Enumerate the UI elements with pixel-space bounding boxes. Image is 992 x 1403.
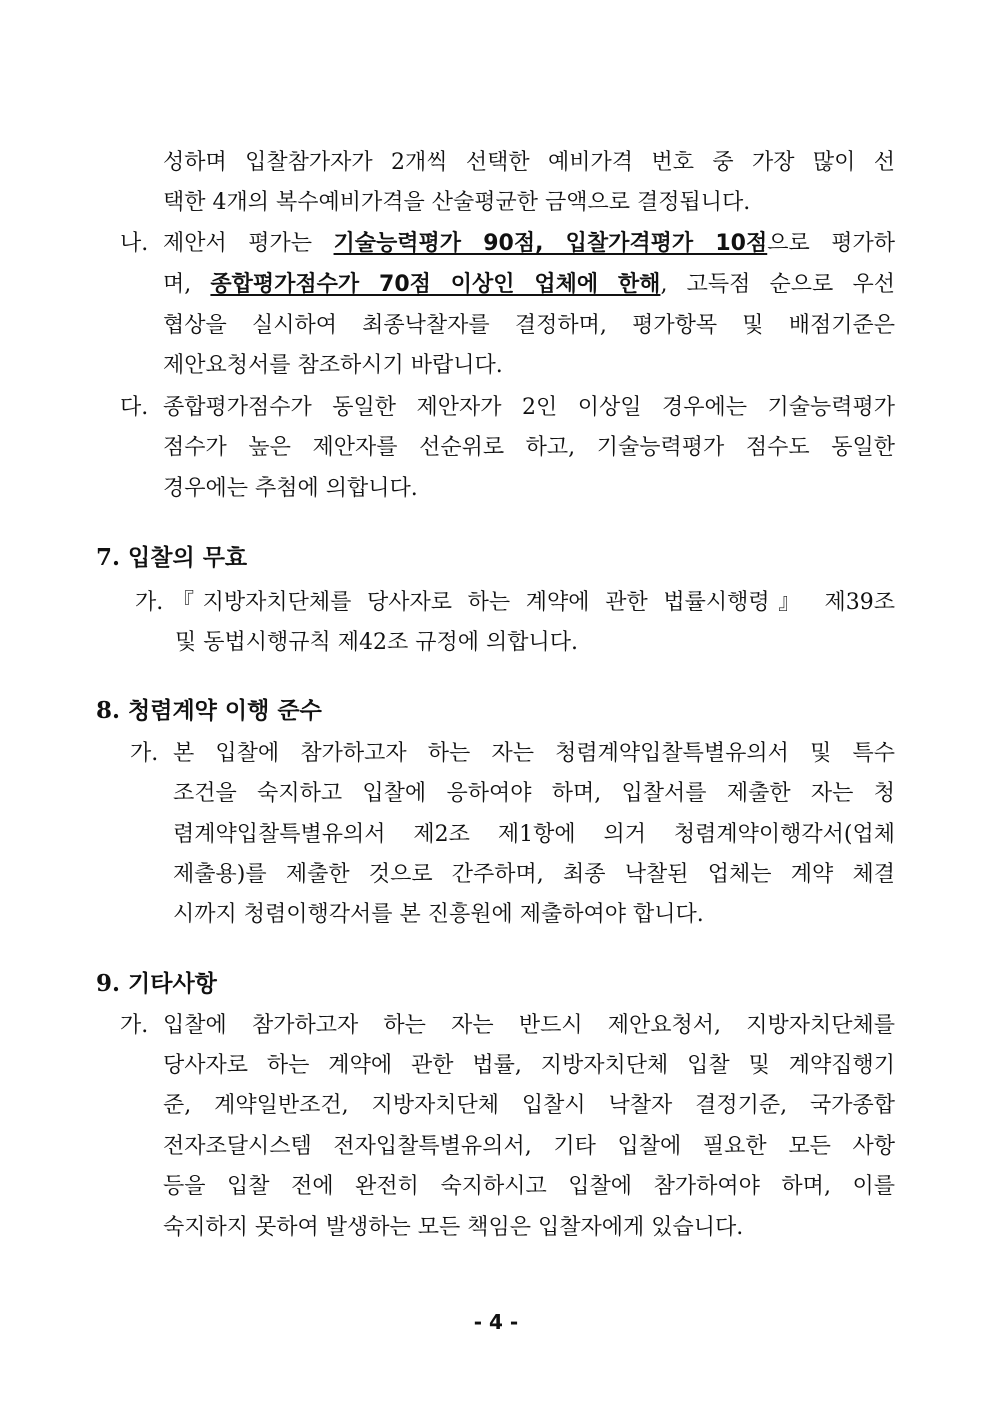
section-9-title: 기타사항 xyxy=(128,971,217,997)
item-na-line-4: 제안요청서를 참조하시기 바랍니다. xyxy=(163,353,503,378)
section-8-title: 청렴계약 이행 준수 xyxy=(128,698,322,724)
section-9-line-2: 당사자로 하는 계약에 관한 법률, 지방자치단체 입찰 및 계약집행기 xyxy=(163,1053,895,1078)
section-8-line-4: 제출용)를 제출한 것으로 간주하며, 최종 낙찰된 업체는 계약 체결 xyxy=(173,862,895,887)
page-number: - 4 - xyxy=(473,1310,519,1334)
continuation-line-2: 택한 4개의 복수예비가격을 산술평균한 금액으로 결정됩니다. xyxy=(163,190,751,215)
section-9-number: 9. xyxy=(96,970,121,997)
section-7-number: 7. xyxy=(96,544,121,571)
section-8-line-3: 렴계약입찰특별유의서 제2조 제1항에 의거 청렴계약이행각서(업체 xyxy=(173,822,895,847)
section-9-item-marker: 가. xyxy=(120,1013,149,1038)
section-8-item-marker: 가. xyxy=(130,741,159,766)
item-na-text: 제안서 평가는 xyxy=(163,231,334,256)
item-na-text: 며, xyxy=(163,272,211,297)
section-8-line-5: 시까지 청렴이행각서를 본 진흥원에 제출하여야 합니다. xyxy=(173,902,704,927)
item-da-line-2: 점수가 높은 제안자를 선순위로 하고, 기술능력평가 점수도 동일한 xyxy=(163,435,895,460)
section-9-heading xyxy=(96,968,217,1000)
section-9-line-3: 준, 계약일반조건, 지방자치단체 입찰시 낙찰자 결정기준, 국가종합 xyxy=(163,1093,895,1118)
item-na-line-2 xyxy=(163,270,895,300)
continuation-line-1: 성하며 입찰참가자가 2개씩 선택한 예비가격 번호 중 가장 많이 선 xyxy=(163,150,895,175)
item-na-marker: 나. xyxy=(120,231,149,256)
item-na-line-1 xyxy=(163,229,895,259)
section-9-line-6: 숙지하지 못하여 발생하는 모든 책임은 입찰자에게 있습니다. xyxy=(163,1215,744,1240)
section-8-line-1: 본 입찰에 참가하고자 하는 자는 청렴계약입찰특별유의서 및 특수 xyxy=(173,741,895,766)
item-da-line-3: 경우에는 추첨에 의합니다. xyxy=(163,476,418,501)
section-7-line-1: 『지방자치단체를 당사자로 하는 계약에 관한 법률시행령』 제39조 xyxy=(172,590,895,615)
item-na-text: , 고득점 순으로 우선 xyxy=(660,272,895,297)
minimum-score-emphasis: 종합평가점수가 70점 이상인 업체에 한해 xyxy=(210,272,661,297)
section-9-line-5: 등을 입찰 전에 완전히 숙지하시고 입찰에 참가하여야 하며, 이를 xyxy=(163,1174,895,1199)
section-8-heading xyxy=(96,695,322,727)
section-9-line-1: 입찰에 참가하고자 하는 자는 반드시 제안요청서, 지방자치단체를 xyxy=(163,1013,895,1038)
section-7-title: 입찰의 무효 xyxy=(128,545,248,571)
section-7-heading xyxy=(96,542,247,574)
section-8-number: 8. xyxy=(96,697,121,724)
evaluation-weights-emphasis: 기술능력평가 90점, 입찰가격평가 10점 xyxy=(333,231,768,256)
section-9-line-4: 전자조달시스템 전자입찰특별유의서, 기타 입찰에 필요한 모든 사항 xyxy=(163,1134,895,1159)
item-da-line-1: 종합평가점수가 동일한 제안자가 2인 이상일 경우에는 기술능력평가 xyxy=(163,395,895,420)
section-7-item-marker: 가. xyxy=(135,590,164,615)
section-8-line-2: 조건을 숙지하고 입찰에 응하여야 하며, 입찰서를 제출한 자는 청 xyxy=(173,781,895,806)
section-7-line-2: 및 동법시행규칙 제42조 규정에 의합니다. xyxy=(175,630,578,655)
item-na-line-3: 협상을 실시하여 최종낙찰자를 결정하며, 평가항목 및 배점기준은 xyxy=(163,313,895,338)
item-na-text: 으로 평가하 xyxy=(767,231,895,256)
item-da-marker: 다. xyxy=(120,395,149,420)
